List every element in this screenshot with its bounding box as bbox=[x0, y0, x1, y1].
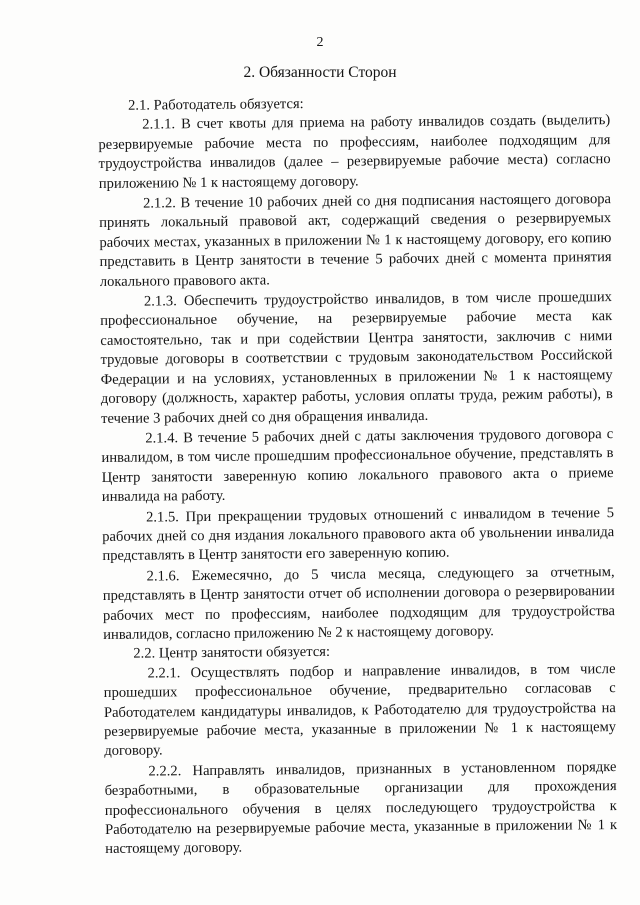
document-body bbox=[98, 92, 617, 860]
clause-2-2-2: 2.2.2. Направлять инвалидов, признанных в установленном порядке безработными, в образовательные организации для прохождения профессионального обучения в целях последующего трудоустройства к Работодателю на резервируемые рабочие места, указанные в приложении № 1 к настоящему договору. bbox=[104, 758, 618, 858]
clause-2-1-2: 2.1.2. В течение 10 рабочих дней со дня подписания настоящего договора принять локальный правовой акт, содержащий сведения о резервируемых рабочих местах, указанных в приложении № 1 к настоящему договору, его копию представить в Центр занятости в течение 5 рабочих дней с момента принятия локального правового акта. bbox=[99, 191, 612, 290]
clause-2-2-1: 2.2.1. Осуществлять подбор и направление инвалидов, в том числе прошедших профессиональное обучение, предварительно согласовав с Работодателем кандидатуры инвалидов, к Работодателю для трудоустройства на резервируемые рабочие места, указанные в приложении № 1 к настоящему договору. bbox=[103, 660, 617, 760]
clause-2-1: 2.1. Работодатель обязуется: bbox=[128, 96, 304, 114]
clause-2-1-3: 2.1.3. Обеспечить трудоустройство инвалидов, в том числе прошедших профессиональное обучение, на резервируемые рабочие места как самостоятельно, так и при содействии Центра занятости, заключив с ними трудовые договоры в соответствии с трудовым законодательством Российской Федерации и на условиях, установленных в приложении № 1 к настоящему договору (должность, характер работы, условия оплаты труда, режим работы), в течение 3 рабочих дней со дня обращения инвалида. bbox=[100, 289, 613, 427]
clause-2-1-5: 2.1.5. При прекращении трудовых отношений с инвалидом в течение 5 рабочих дней со дня издания локального правового акта об увольнении инвалида представлять в Центр занятости его заверенную копию. bbox=[102, 504, 615, 565]
clause-2-1-6: 2.1.6. Ежемесячно, до 5 числа месяца, следующего за отчетным, представлять в Центр занятости отчет об исполнении договора о резервировании рабочих мест по профессиям, наиболее подходящим для трудоустройства инвалидов, согласно приложению № 2 к настоящему договору. bbox=[102, 563, 616, 643]
page-number: 2 bbox=[316, 35, 324, 50]
clause-2-1-1: 2.1.1. В счет квоты для приема на работу инвалидов создать (выделить) резервируемые рабочие места по профессиям, наиболее подходящим для трудоустройства инвалидов (далее – резервируемые рабочие места) согласно приложению № 1 к настоящему договору. bbox=[98, 112, 611, 192]
clause-2-1-4: 2.1.4. В течение 5 рабочих дней с даты заключения трудового договора с инвалидом, в том числе прошедшим профессиональное обучение, представлять в Центр занятости заверенную копию локального правового акта о приеме инвалида на работу. bbox=[101, 425, 614, 506]
clause-2-2: 2.2. Центр занятости обязуется: bbox=[133, 644, 331, 663]
section-title: 2. Обязанности Сторон bbox=[243, 64, 397, 81]
